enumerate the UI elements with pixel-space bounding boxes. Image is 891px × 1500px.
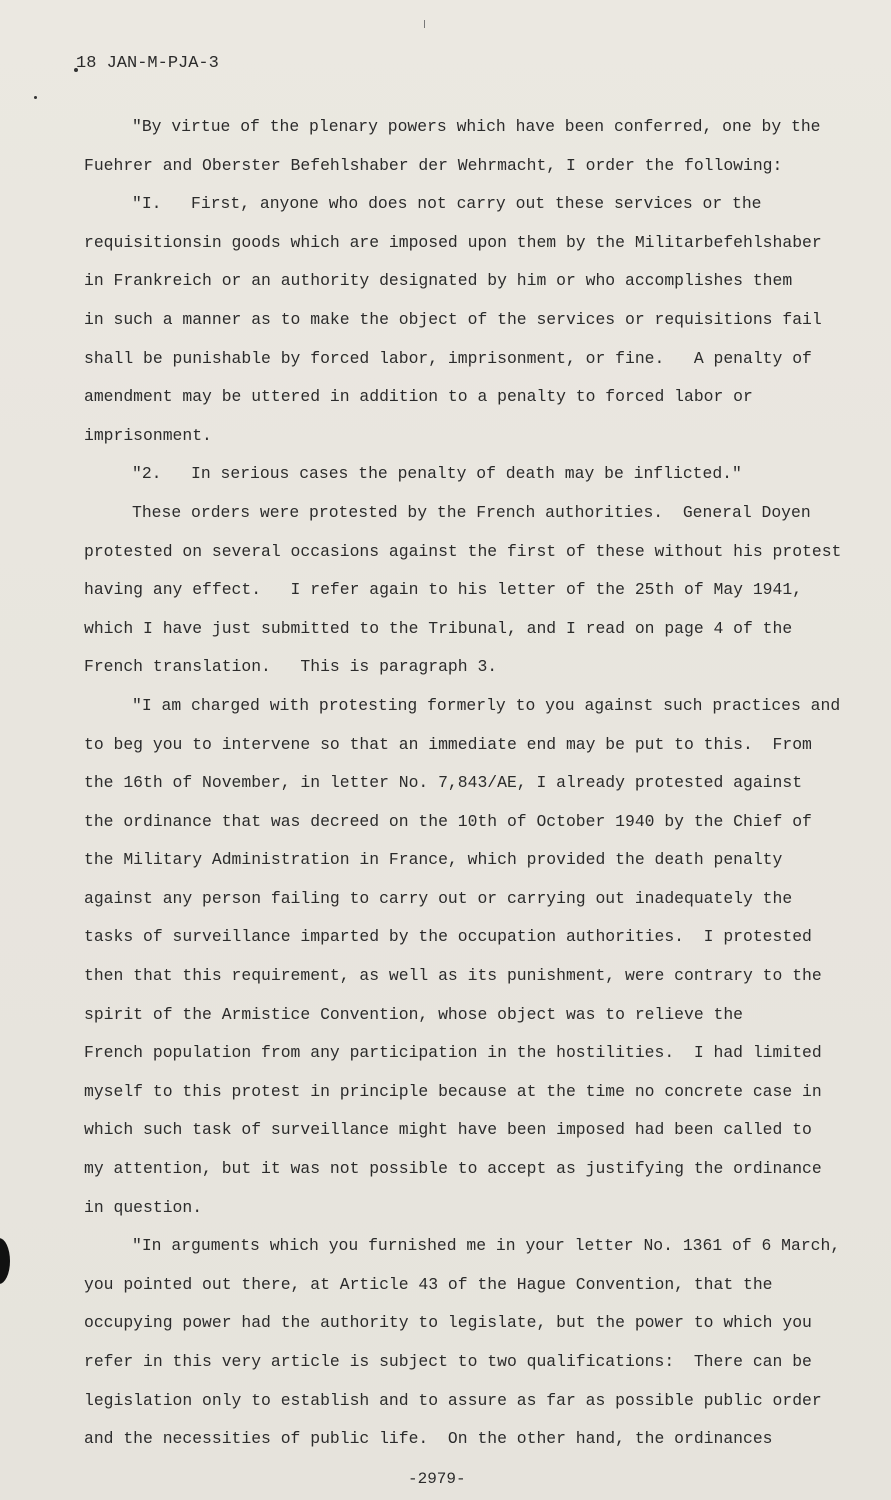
document-body [84,108,844,1459]
page-number: -2979- [408,1470,466,1488]
text-line: "In arguments which you furnished me in your letter No. 1361 of 6 March, [132,1236,841,1256]
text-line: "I. First, anyone who does not carry out these services or the [132,194,762,214]
text-line: spirit of the Armistice Convention, whose object was to relieve the [84,1004,744,1024]
text-line: the Military Administration in France, which provided the death penalty [84,850,783,870]
text-line: "2. In serious cases the penalty of death may be inflicted." [132,464,742,484]
text-line: French translation. This is paragraph 3. [84,657,498,677]
text-line: These orders were protested by the French authorities. General Doyen [132,502,811,522]
ink-speck [34,96,37,99]
text-line: in Frankreich or an authority designated by him or who accomplishes them [84,271,793,291]
text-line: the 16th of November, in letter No. 7,843/AE, I already protested against [84,773,803,793]
text-line: Fuehrer and Oberster Befehlshaber der Wehrmacht, I order the following: [84,155,783,175]
text-line: myself to this protest in principle because at the time no concrete case in [84,1081,822,1101]
text-line: in such a manner as to make the object of the services or requisitions fail [84,309,822,329]
text-line: my attention, but it was not possible to accept as justifying the ordinance [84,1159,822,1179]
text-line: and the necessities of public life. On the other hand, the ordinances [84,1429,773,1449]
text-line: requisitionsin goods which are imposed upon them by the Militarbefehlshaber [84,232,822,252]
text-line: against any person failing to carry out or carrying out inadequately the [84,888,793,908]
text-line: protested on several occasions against the first of these without his protest [84,541,842,561]
text-line: the ordinance that was decreed on the 10th of October 1940 by the Chief of [84,811,812,831]
text-line: then that this requirement, as well as its punishment, were contrary to the [84,966,822,986]
text-line: to beg you to intervene so that an immediate end may be put to this. From [84,734,812,754]
text-line: "I am charged with protesting formerly to you against such practices and [132,695,841,715]
text-line: French population from any participation in the hostilities. I had limited [84,1043,822,1063]
text-line: you pointed out there, at Article 43 of the Hague Convention, that the [84,1274,773,1294]
text-line: having any effect. I refer again to his letter of the 25th of May 1941, [84,580,803,600]
text-line: imprisonment. [84,425,212,445]
text-line: "By virtue of the plenary powers which have been conferred, one by the [132,117,821,136]
text-line: tasks of surveillance imparted by the occupation authorities. I protested [84,927,812,947]
document-reference: 18 JAN-M-PJA-3 [76,54,219,73]
text-line: occupying power had the authority to legislate, but the power to which you [84,1313,812,1333]
margin-tick-mark [424,20,425,28]
text-line: shall be punishable by forced labor, imprisonment, or fine. A penalty of [84,348,812,368]
text-line: in question. [84,1197,203,1217]
text-line: refer in this very article is subject to two qualifications: There can be [84,1352,812,1371]
text-line: which I have just submitted to the Tribunal, and I read on page 4 of the [84,618,793,638]
punch-hole [0,1238,10,1284]
text-line: amendment may be uttered in addition to a penalty to forced labor or [84,387,753,407]
text-line: which such task of surveillance might have been imposed had been called to [84,1120,812,1140]
text-line: legislation only to establish and to assure as far as possible public order [84,1390,822,1410]
